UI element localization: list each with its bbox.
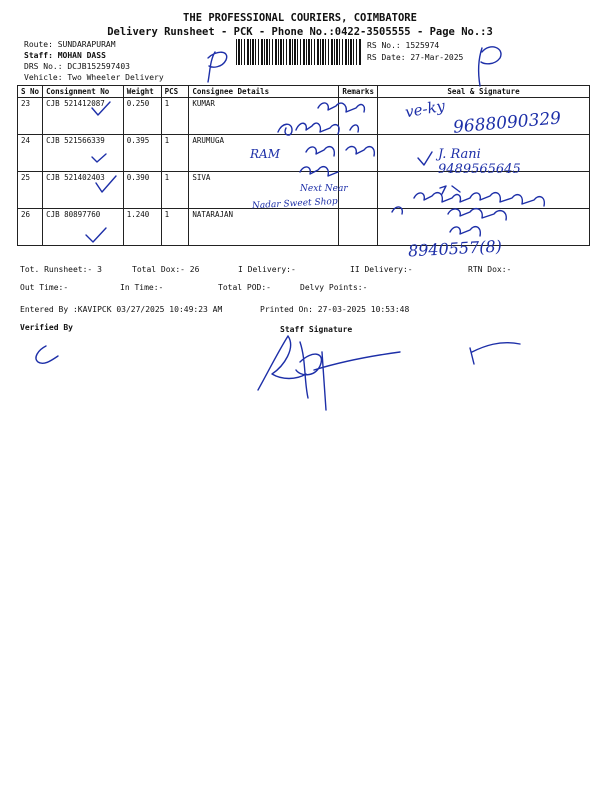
header-seal-signature: Seal & Signature <box>377 86 589 98</box>
cell-sno: 23 <box>18 98 43 135</box>
header-initial-mark-2 <box>479 47 501 86</box>
cell-signature <box>377 172 589 209</box>
handwritten-phone-row23: 9688090329 <box>452 108 562 138</box>
handwritten-signature-row24: J. Rani <box>438 147 481 162</box>
cell-weight: 1.240 <box>123 209 161 246</box>
table-row <box>18 209 590 246</box>
barcode-image <box>236 39 361 65</box>
header-pcs: PCS <box>161 86 189 98</box>
cell-consignee: NATARAJAN <box>189 209 339 246</box>
cell-weight: 0.390 <box>123 172 161 209</box>
handwritten-phone-row24: 9489565645 <box>438 162 521 177</box>
handwritten-consignee-note-row25: Nadar Sweet Shop <box>251 196 338 212</box>
cell-pcs: 1 <box>161 172 189 209</box>
staff-signature-initial <box>470 343 520 364</box>
cell-remarks <box>339 135 378 172</box>
cell-pcs: 1 <box>161 209 189 246</box>
cell-consignee: KUMAR <box>189 98 339 135</box>
cell-weight: 0.250 <box>123 98 161 135</box>
printed-on: Printed On: 27-03-2025 10:53:48 <box>260 305 410 314</box>
ii-delivery: II Delivery:- <box>350 265 413 274</box>
drs-number: DRS No.: DCJB152597403 <box>24 62 130 71</box>
handwritten-consignee-note-row24: RAM <box>250 147 280 161</box>
staff-signature-scrawl <box>258 336 400 410</box>
route-label: Route: SUNDARAPURAM <box>24 40 116 49</box>
cell-remarks <box>339 98 378 135</box>
header-remarks: Remarks <box>339 86 378 98</box>
cell-consignment: CJB 521566339 <box>43 135 124 172</box>
total-pod: Total POD:- <box>218 283 271 292</box>
rs-date: RS Date: 27-Mar-2025 <box>367 53 464 62</box>
verified-by-label: Verified By <box>20 323 73 332</box>
tot-runsheet: Tot. Runsheet:- 3 <box>20 265 102 274</box>
cell-consignee: ARUMUGA <box>189 135 339 172</box>
delvy-points: Delvy Points:- <box>300 283 368 292</box>
cell-sno: 26 <box>18 209 43 246</box>
cell-pcs: 1 <box>161 98 189 135</box>
cell-sno: 25 <box>18 172 43 209</box>
out-time: Out Time:- <box>20 283 69 292</box>
cell-pcs: 1 <box>161 135 189 172</box>
handwritten-signature-row23: ve-ky <box>403 96 447 122</box>
header-consignee: Consignee Details <box>189 86 339 98</box>
staff-signature-label: Staff Signature <box>280 325 353 334</box>
cell-consignee: SIVA <box>189 172 339 209</box>
verified-by-signature <box>36 346 58 363</box>
rs-number: RS No.: 1525974 <box>367 41 440 50</box>
i-delivery: I Delivery:- <box>238 265 296 274</box>
cell-remarks <box>339 209 378 246</box>
header-weight: Weight <box>123 86 161 98</box>
table-header-row <box>18 86 590 98</box>
cell-consignment: CJB 521412087 <box>43 98 124 135</box>
company-title: THE PROFESSIONAL COURIERS, COIMBATORE <box>183 12 417 24</box>
header-consignment: Consignment No <box>43 86 124 98</box>
cell-sno: 24 <box>18 135 43 172</box>
rtn-dox: RTN Dox:- <box>468 265 512 274</box>
staff-label: Staff: MOHAN DASS <box>24 51 106 60</box>
cell-weight: 0.395 <box>123 135 161 172</box>
header-sno: S No <box>18 86 43 98</box>
runsheet-subtitle: Delivery Runsheet - PCK - Phone No.:0422-3505555 - Page No.:3 <box>107 26 493 38</box>
vehicle-label: Vehicle: Two Wheeler Delivery <box>24 73 164 82</box>
cell-consignment: CJB 521402403 <box>43 172 124 209</box>
cell-consignment: CJB 80897760 <box>43 209 124 246</box>
handwritten-phone-row26: 8940557(8) <box>407 236 503 261</box>
entered-by: Entered By :KAVIPCK 03/27/2025 10:49:23 AM <box>20 305 223 314</box>
in-time: In Time:- <box>120 283 164 292</box>
header-initial-mark-1 <box>208 52 227 82</box>
total-dox: Total Dox:- 26 <box>132 265 200 274</box>
handwritten-remark-row25: Next Near <box>300 184 348 194</box>
